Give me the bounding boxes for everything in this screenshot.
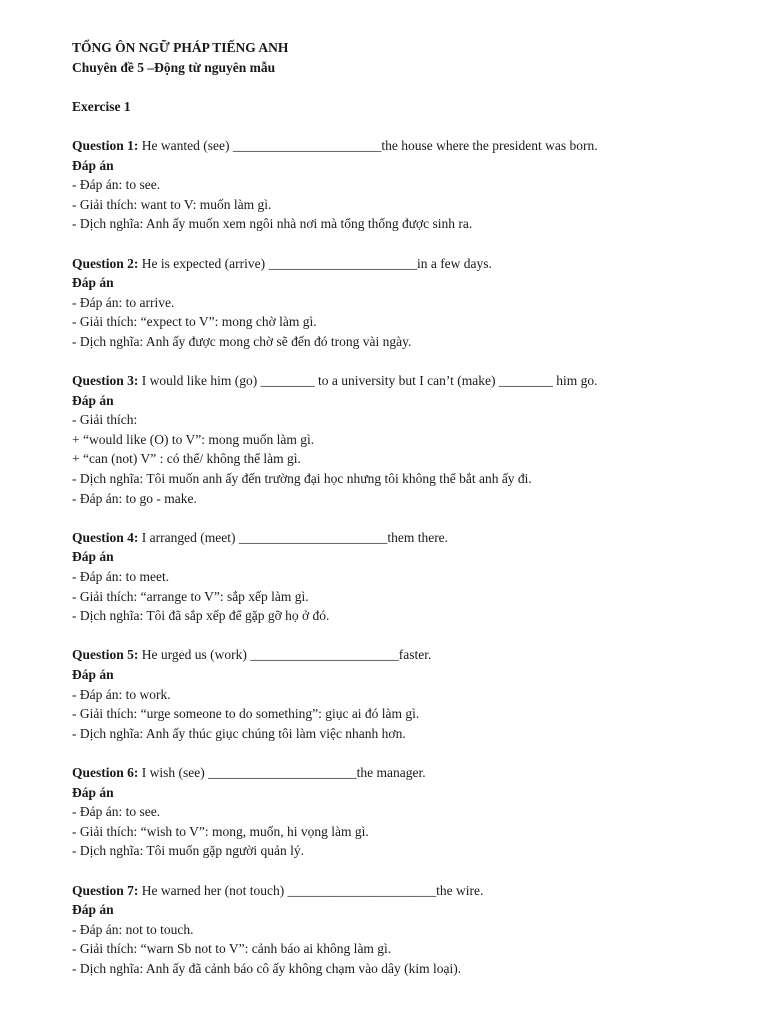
answer-line: - Đáp án: to go - make. (72, 490, 197, 506)
question-line (72, 528, 728, 548)
question-block (72, 645, 728, 743)
answer-line: - Dịch nghĩa: Tôi đã sắp xếp để gặp gỡ họ ở đó. (72, 608, 330, 624)
answer-label: Đáp án (72, 392, 114, 408)
answer-label: Đáp án (72, 667, 114, 682)
answer-line: - Đáp án: to work. (72, 686, 171, 702)
answer-line: - Đáp án: to see. (72, 177, 161, 193)
question-text: I would like him (go) ________ to a university but I can’t (make) ________ him go. (141, 373, 598, 389)
question-block (72, 136, 728, 234)
document-title: TỔNG ÔN NGỮ PHÁP TIẾNG ANH (72, 40, 289, 55)
document-subtitle: Chuyên đề 5 –Động từ nguyên mẫu (72, 59, 276, 75)
answer-line: - Giải thích: want to V: muốn làm gì. (72, 196, 272, 212)
answer-line: - Giải thích: “expect to V”: mong chờ làm gì. (72, 314, 317, 330)
answer-line: - Giải thích: “wish to V”: mong, muốn, hi vọng làm gì. (72, 823, 369, 839)
question-text: I arranged (meet) ______________________them there. (141, 529, 449, 545)
question-label: Question 3: (72, 373, 139, 389)
answer-label: Đáp án (72, 275, 114, 291)
answer-line: - Dịch nghĩa: Anh ấy muốn xem ngôi nhà nơi mà tổng thống được sinh ra. (72, 216, 473, 232)
answer-line: + “can (not) V” : có thể/ không thể làm gì. (72, 451, 301, 467)
question-label: Question 4: (72, 529, 139, 545)
question-block (72, 881, 728, 979)
question-line (72, 645, 728, 665)
question-block (72, 371, 728, 508)
question-list (72, 136, 728, 979)
exercise-title: Exercise 1 (72, 98, 131, 114)
answer-line: + “would like (O) to V”: mong muốn làm gì. (72, 431, 315, 447)
answer-line: - Dịch nghĩa: Tôi muốn gặp người quản lý. (72, 843, 305, 859)
answer-line: - Dịch nghĩa: Anh ấy đã cảnh báo cô ấy không chạm vào dây (kim loại). (72, 960, 462, 976)
document-header (72, 38, 728, 77)
answer-line: - Giải thích: “arrange to V”: sắp xếp làm gì. (72, 588, 309, 604)
answer-line: - Giải thích: (72, 412, 138, 428)
answer-label: Đáp án (72, 549, 114, 565)
answer-line: - Dịch nghĩa: Anh ấy được mong chờ sẽ đến đó trong vài ngày. (72, 333, 412, 349)
answer-line: - Giải thích: “urge someone to do something”: giục ai đó làm gì. (72, 706, 420, 722)
question-line (72, 763, 728, 783)
question-line (72, 371, 728, 391)
question-text: He urged us (work) ______________________faster. (141, 647, 432, 663)
answer-line: - Dịch nghĩa: Tôi muốn anh ấy đến trường đại học nhưng tôi không thể bắt anh ấy đi. (72, 471, 532, 487)
question-label: Question 1: (72, 137, 139, 153)
question-text: He warned her (not touch) ______________________the wire. (141, 882, 484, 898)
question-line (72, 881, 728, 901)
question-line (72, 254, 728, 274)
answer-label: Đáp án (72, 784, 114, 800)
answer-line: - Giải thích: “warn Sb not to V”: cảnh báo ai không làm gì. (72, 941, 392, 957)
question-text: I wish (see) ______________________the manager. (141, 764, 426, 780)
question-block (72, 254, 728, 352)
answer-label: Đáp án (72, 902, 114, 918)
question-text: He is expected (arrive) ______________________in a few days. (141, 255, 492, 271)
answer-line: - Đáp án: to meet. (72, 569, 170, 585)
answer-line: - Dịch nghĩa: Anh ấy thúc giục chúng tôi làm việc nhanh hơn. (72, 725, 406, 741)
question-label: Question 5: (72, 647, 139, 663)
question-label: Question 2: (72, 255, 139, 271)
question-text: He wanted (see) ______________________the house where the president was born. (141, 137, 598, 153)
answer-label: Đáp án (72, 157, 114, 173)
answer-line: - Đáp án: to arrive. (72, 294, 175, 310)
question-block (72, 763, 728, 861)
answer-line: - Đáp án: not to touch. (72, 921, 194, 937)
question-label: Question 7: (72, 882, 139, 898)
question-label: Question 6: (72, 764, 139, 780)
answer-line: - Đáp án: to see. (72, 804, 161, 820)
question-block (72, 528, 728, 626)
question-line (72, 136, 728, 156)
